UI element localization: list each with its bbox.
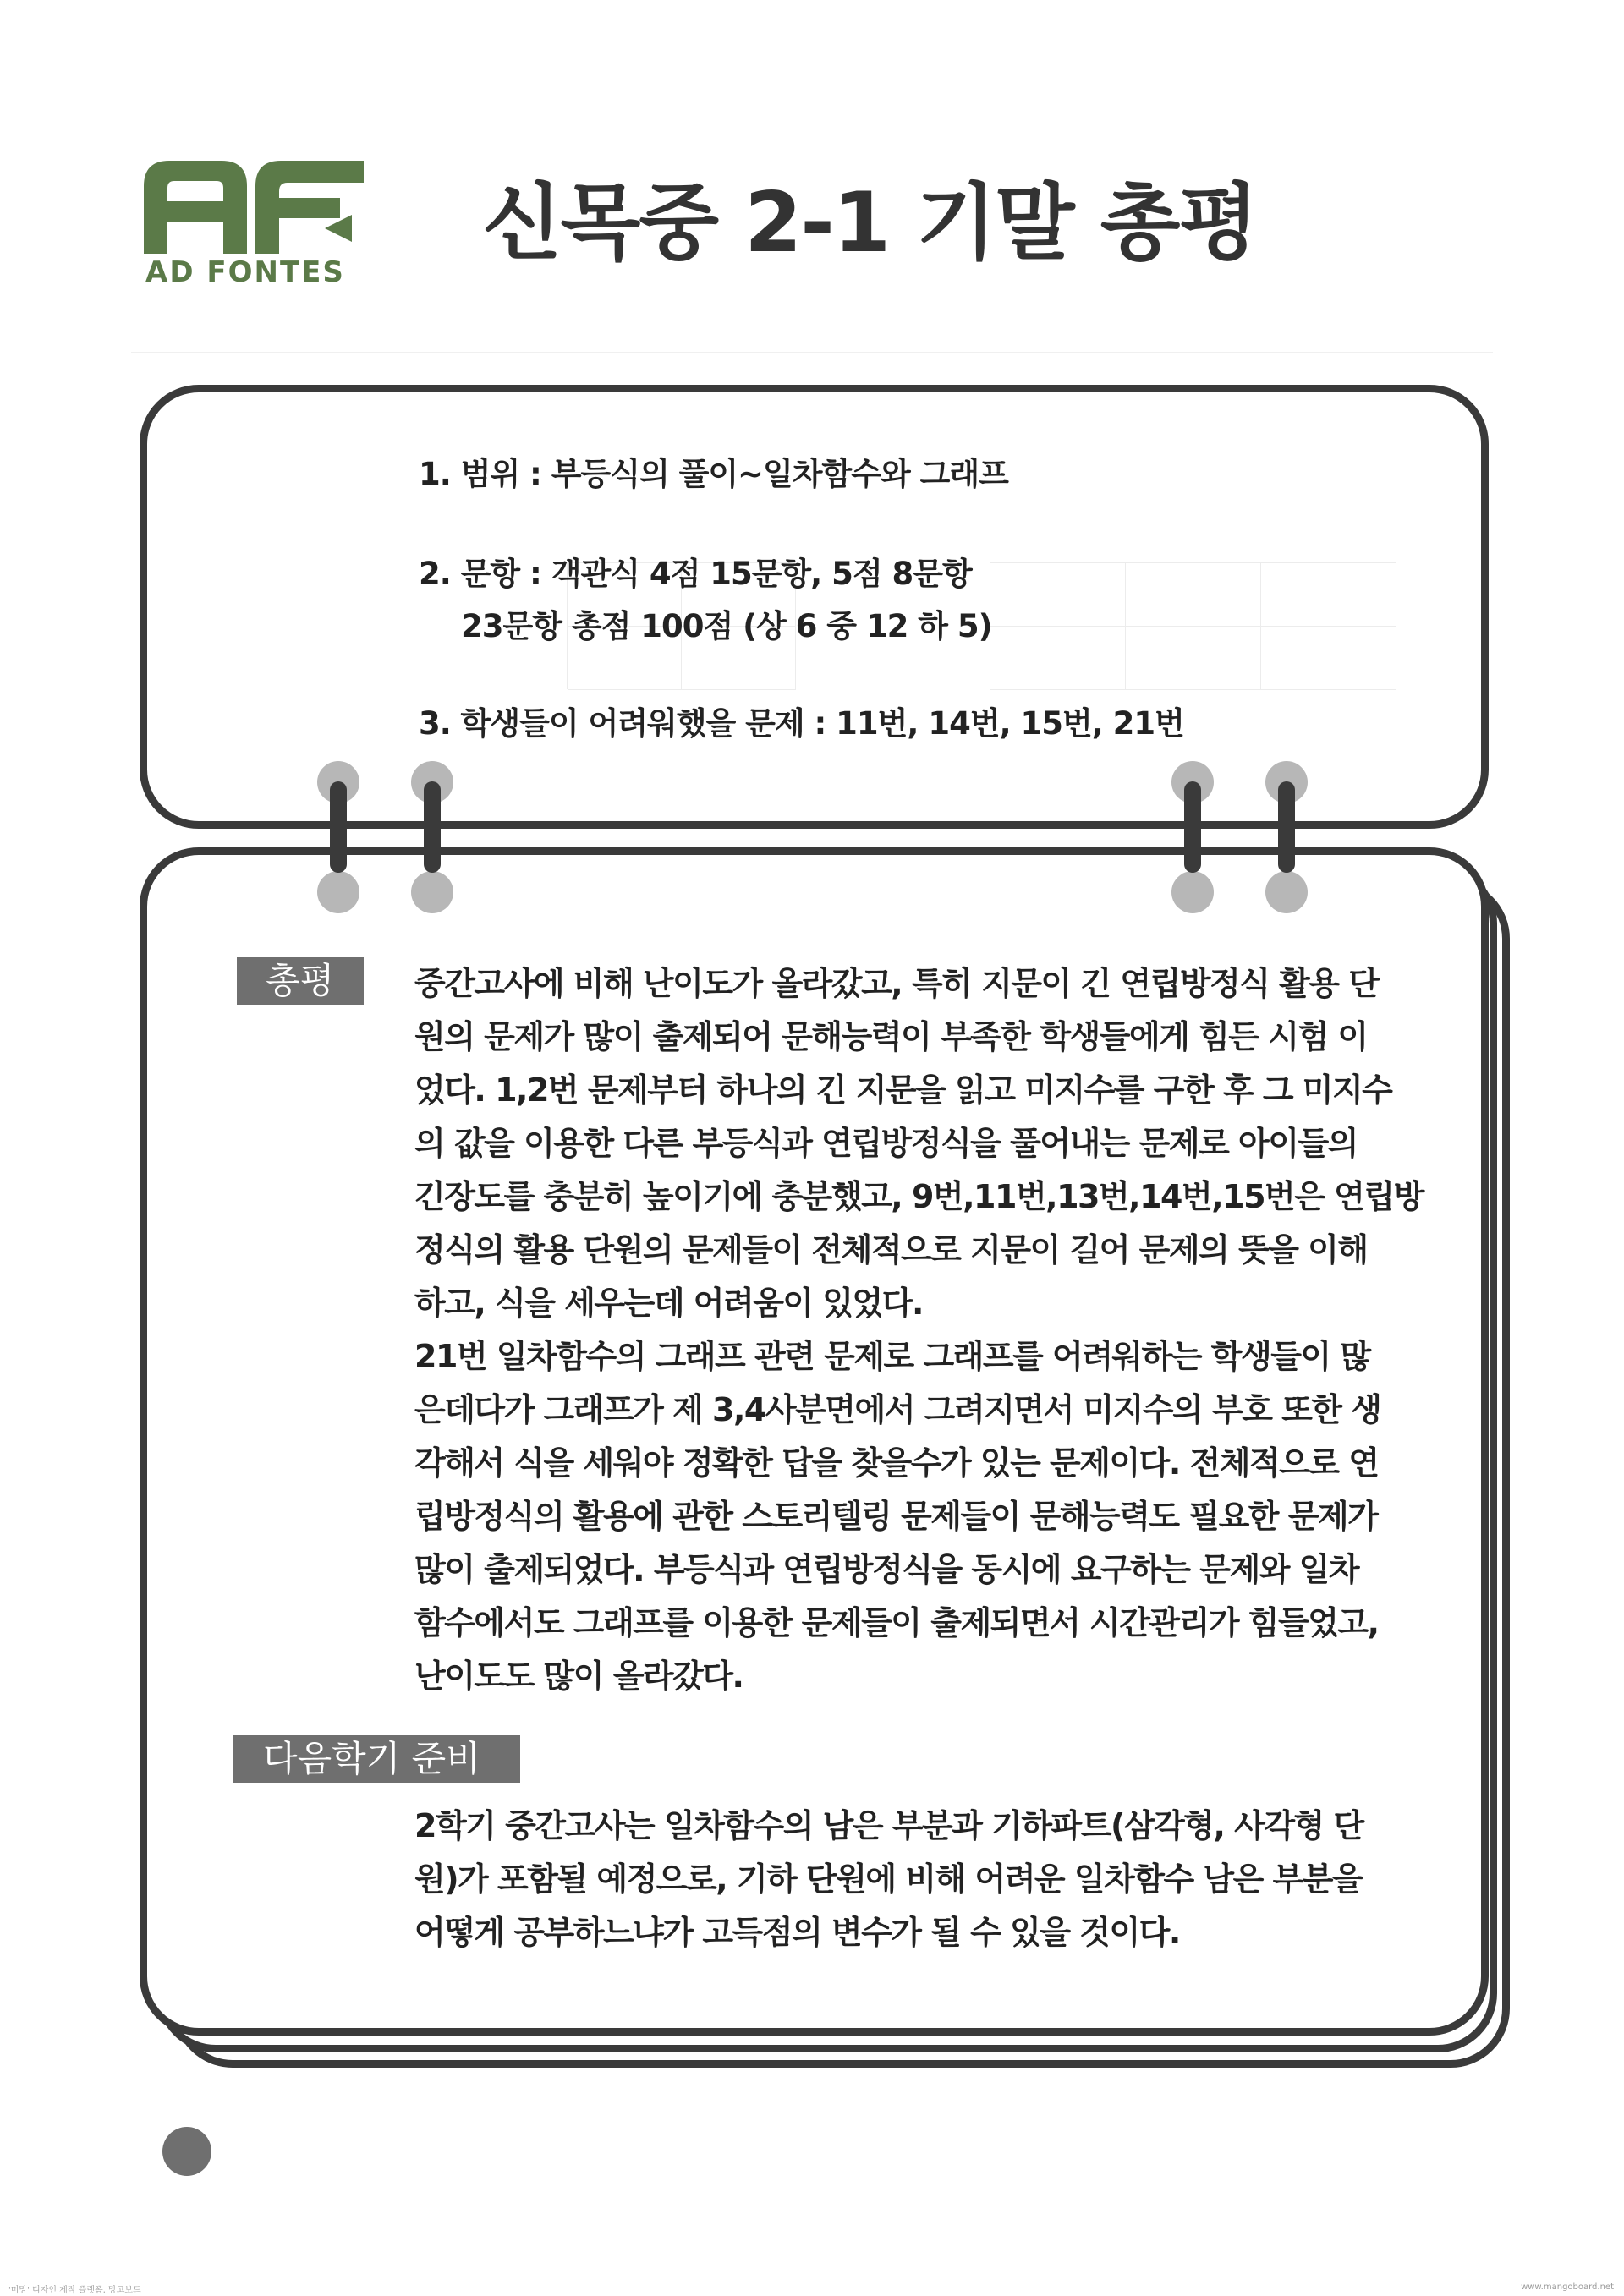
ring-hole-bottom-1: [317, 871, 359, 913]
review-line: 의 값을 이용한 다른 부등식과 연립방정식을 풀어내는 문제로 아이들의: [414, 1125, 1358, 1162]
review-line: 은데다가 그래프가 제 3,4사분면에서 그려지면서 미지수의 부호 또한 생: [414, 1391, 1381, 1428]
next-semester-line: 원)가 포함될 예정으로, 기하 단원에 비해 어려운 일차함수 남은 부분을: [414, 1860, 1363, 1898]
review-line: 었다. 1,2번 문제부터 하나의 긴 지문을 읽고 미지수를 구한 후 그 미지수: [414, 1071, 1392, 1109]
overview-scope: 1. 범위 : 부등식의 풀이~일차함수와 그래프: [419, 456, 1008, 492]
overview-score: 23문항 총점 100점 (상 6 중 12 하 5): [461, 608, 992, 644]
binder-ring-1: [330, 781, 347, 873]
review-line: 긴장도를 충분히 높이기에 충분했고, 9번,11번,13번,14번,15번은 연립방: [414, 1178, 1424, 1215]
review-line: 정식의 활용 단원의 문제들이 전체적으로 지문이 길어 문제의 뜻을 이해: [414, 1231, 1368, 1269]
page-title: 신목중 2-1 기말 총평: [482, 175, 1258, 271]
review-line: 립방정식의 활용에 관한 스토리텔링 문제들이 문해능력도 필요한 문제가: [414, 1498, 1378, 1535]
review-line: 중간고사에 비해 난이도가 올라갔고, 특히 지문이 긴 연립방정식 활용 단: [414, 965, 1379, 1002]
header-divider: [131, 352, 1493, 353]
review-line: 하고, 식을 세우는데 어려움이 있었다.: [414, 1285, 923, 1322]
review-line: 원의 문제가 많이 출제되어 문해능력이 부족한 학생들에게 힘든 시험 이: [414, 1018, 1368, 1055]
logo-subtitle: AD FONTES: [145, 255, 345, 289]
overview-hard-problems: 3. 학생들이 어려워했을 문제 : 11번, 14번, 15번, 21번: [419, 705, 1184, 742]
binder-ring-2: [424, 781, 441, 873]
review-line: 21번 일차함수의 그래프 관련 문제로 그래프를 어려워하는 학생들이 많: [414, 1338, 1370, 1375]
review-line: 난이도도 많이 올라갔다.: [414, 1658, 743, 1695]
next-semester-line: 어떻게 공부하느냐가 고득점의 변수가 될 수 있을 것이다.: [414, 1914, 1180, 1951]
next-semester-line: 2학기 중간고사는 일차함수의 남은 부분과 기하파트(삼각형, 사각형 단: [414, 1807, 1363, 1844]
faint-grid-right: [990, 562, 1396, 689]
af-logo-mark: [144, 161, 364, 254]
review-line: 많이 출제되었다. 부등식과 연립방정식을 동시에 요구하는 문제와 일차: [414, 1551, 1359, 1588]
next-semester-label: 다음학기 준비: [233, 1735, 520, 1783]
binder-ring-4: [1278, 781, 1295, 873]
ring-hole-bottom-3: [1171, 871, 1214, 913]
review-line: 각해서 식을 세워야 정확한 답을 찾을수가 있는 문제이다. 전체적으로 연: [414, 1444, 1379, 1482]
ring-hole-bottom-2: [411, 871, 453, 913]
overview-questions: 2. 문항 : 객관식 4점 15문항, 5점 8문항: [419, 556, 972, 592]
ring-hole-bottom-4: [1265, 871, 1308, 913]
footer-credit: '미망' 디자인 제작 플랫폼, 망고보드: [8, 2286, 141, 2295]
footer-url: www.mangoboard.net: [1521, 2282, 1614, 2292]
binder-ring-3: [1184, 781, 1201, 873]
review-label: 총평: [237, 957, 364, 1005]
review-line: 함수에서도 그래프를 이용한 문제들이 출제되면서 시간관리가 힘들었고,: [414, 1604, 1379, 1641]
ad-fontes-logo: [144, 161, 364, 296]
page-indicator-dot: [162, 2127, 211, 2176]
